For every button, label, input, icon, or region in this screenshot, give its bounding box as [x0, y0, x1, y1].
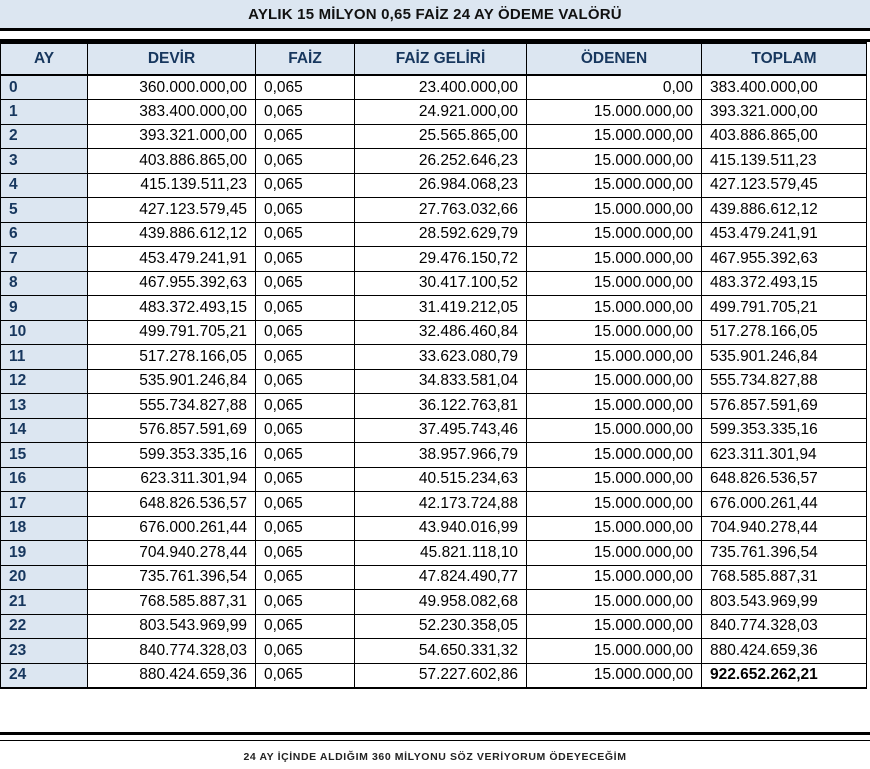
cell-ay[interactable]: 12 — [1, 369, 88, 394]
cell-faiz-geliri[interactable]: 33.623.080,79 — [355, 345, 527, 370]
cell-devir[interactable]: 403.886.865,00 — [88, 149, 256, 174]
cell-faiz[interactable]: 0,065 — [256, 149, 355, 174]
cell-odenen[interactable]: 15.000.000,00 — [527, 345, 702, 370]
cell-faiz[interactable]: 0,065 — [256, 271, 355, 296]
cell-faiz-geliri[interactable]: 57.227.602,86 — [355, 663, 527, 688]
cell-toplam[interactable]: 840.774.328,03 — [702, 614, 867, 639]
cell-faiz[interactable]: 0,065 — [256, 173, 355, 198]
cell-devir[interactable]: 427.123.579,45 — [88, 198, 256, 223]
cell-faiz-geliri[interactable]: 52.230.358,05 — [355, 614, 527, 639]
separator-row — [0, 31, 870, 42]
cell-ay[interactable]: 7 — [1, 247, 88, 272]
table-row — [1, 369, 867, 394]
cell-faiz-geliri[interactable]: 34.833.581,04 — [355, 369, 527, 394]
cell-toplam[interactable]: 576.857.591,69 — [702, 394, 867, 419]
cell-odenen[interactable]: 15.000.000,00 — [527, 639, 702, 664]
cell-devir[interactable]: 704.940.278,44 — [88, 541, 256, 566]
cell-faiz[interactable]: 0,065 — [256, 222, 355, 247]
table-row — [1, 173, 867, 198]
cell-faiz[interactable]: 0,065 — [256, 443, 355, 468]
cell-toplam[interactable]: 768.585.887,31 — [702, 565, 867, 590]
cell-ay[interactable]: 11 — [1, 345, 88, 370]
table-row — [1, 639, 867, 664]
cell-toplam[interactable]: 427.123.579,45 — [702, 173, 867, 198]
table-row — [1, 296, 867, 321]
cell-devir[interactable]: 840.774.328,03 — [88, 639, 256, 664]
cell-ay[interactable]: 21 — [1, 590, 88, 615]
cell-odenen[interactable]: 15.000.000,00 — [527, 296, 702, 321]
cell-toplam[interactable]: 555.734.827,88 — [702, 369, 867, 394]
cell-faiz-geliri[interactable]: 42.173.724,88 — [355, 492, 527, 517]
cell-faiz[interactable]: 0,065 — [256, 492, 355, 517]
table-row — [1, 271, 867, 296]
cell-odenen[interactable]: 15.000.000,00 — [527, 516, 702, 541]
payment-table — [0, 42, 867, 689]
cell-toplam[interactable]: 803.543.969,99 — [702, 590, 867, 615]
cell-faiz-geliri[interactable]: 43.940.016,99 — [355, 516, 527, 541]
cell-toplam[interactable]: 467.955.392,63 — [702, 247, 867, 272]
cell-toplam[interactable]: 499.791.705,21 — [702, 296, 867, 321]
table-row — [1, 247, 867, 272]
cell-toplam[interactable]: 415.139.511,23 — [702, 149, 867, 174]
cell-odenen[interactable]: 15.000.000,00 — [527, 614, 702, 639]
cell-faiz-geliri[interactable]: 54.650.331,32 — [355, 639, 527, 664]
cell-odenen[interactable]: 15.000.000,00 — [527, 369, 702, 394]
cell-odenen[interactable]: 15.000.000,00 — [527, 173, 702, 198]
cell-faiz[interactable]: 0,065 — [256, 345, 355, 370]
header-toplam[interactable]: TOPLAM — [702, 43, 867, 75]
cell-devir[interactable]: 360.000.000,00 — [88, 75, 256, 100]
cell-faiz[interactable]: 0,065 — [256, 663, 355, 688]
cell-ay[interactable]: 10 — [1, 320, 88, 345]
cell-devir[interactable]: 483.372.493,15 — [88, 296, 256, 321]
cell-faiz-geliri[interactable]: 26.984.068,23 — [355, 173, 527, 198]
footer-text: 24 AY İÇİNDE ALDIĞIM 360 MİLYONU SÖZ VERİYORUM ÖDEYECEĞİM — [243, 750, 627, 763]
cell-ay[interactable]: 0 — [1, 75, 88, 100]
cell-devir[interactable]: 467.955.392,63 — [88, 271, 256, 296]
cell-ay[interactable]: 24 — [1, 663, 88, 688]
header-devir[interactable]: DEVİR — [88, 43, 256, 75]
cell-ay[interactable]: 6 — [1, 222, 88, 247]
cell-faiz[interactable]: 0,065 — [256, 296, 355, 321]
header-ay[interactable]: AY — [1, 43, 88, 75]
table-row — [1, 345, 867, 370]
cell-faiz-geliri[interactable]: 38.957.966,79 — [355, 443, 527, 468]
cell-toplam[interactable]: 880.424.659,36 — [702, 639, 867, 664]
table-row — [1, 100, 867, 125]
cell-faiz-geliri[interactable]: 31.419.212,05 — [355, 296, 527, 321]
cell-odenen[interactable]: 15.000.000,00 — [527, 222, 702, 247]
cell-ay[interactable]: 16 — [1, 467, 88, 492]
cell-toplam[interactable]: 735.761.396,54 — [702, 541, 867, 566]
header-faiz[interactable]: FAİZ — [256, 43, 355, 75]
cell-devir[interactable]: 555.734.827,88 — [88, 394, 256, 419]
cell-faiz[interactable]: 0,065 — [256, 639, 355, 664]
table-row — [1, 149, 867, 174]
sheet-title: AYLIK 15 MİLYON 0,65 FAİZ 24 AY ÖDEME VALÖRÜ — [248, 5, 622, 23]
header-odenen[interactable]: ÖDENEN — [527, 43, 702, 75]
cell-toplam[interactable]: 648.826.536,57 — [702, 467, 867, 492]
cell-ay[interactable]: 20 — [1, 565, 88, 590]
cell-faiz[interactable]: 0,065 — [256, 516, 355, 541]
cell-toplam[interactable]: 403.886.865,00 — [702, 124, 867, 149]
header-row — [1, 43, 867, 75]
table-row — [1, 222, 867, 247]
cell-ay[interactable]: 8 — [1, 271, 88, 296]
cell-faiz[interactable]: 0,065 — [256, 100, 355, 125]
cell-devir[interactable]: 803.543.969,99 — [88, 614, 256, 639]
cell-faiz[interactable]: 0,065 — [256, 369, 355, 394]
cell-ay[interactable]: 17 — [1, 492, 88, 517]
cell-faiz-geliri[interactable]: 23.400.000,00 — [355, 75, 527, 100]
cell-devir[interactable]: 623.311.301,94 — [88, 467, 256, 492]
table-row — [1, 590, 867, 615]
cell-toplam[interactable]: 676.000.261,44 — [702, 492, 867, 517]
table-row — [1, 418, 867, 443]
cell-ay[interactable]: 2 — [1, 124, 88, 149]
cell-faiz-geliri[interactable]: 24.921.000,00 — [355, 100, 527, 125]
table-row — [1, 75, 867, 100]
footer-note — [0, 744, 870, 769]
cell-ay[interactable]: 19 — [1, 541, 88, 566]
cell-toplam[interactable]: 393.321.000,00 — [702, 100, 867, 125]
cell-faiz-geliri[interactable]: 28.592.629,79 — [355, 222, 527, 247]
cell-devir[interactable]: 453.479.241,91 — [88, 247, 256, 272]
cell-devir[interactable]: 517.278.166,05 — [88, 345, 256, 370]
cell-ay[interactable]: 1 — [1, 100, 88, 125]
cell-faiz-geliri[interactable]: 32.486.460,84 — [355, 320, 527, 345]
cell-devir[interactable]: 535.901.246,84 — [88, 369, 256, 394]
cell-faiz[interactable]: 0,065 — [256, 394, 355, 419]
cell-odenen[interactable]: 15.000.000,00 — [527, 590, 702, 615]
cell-faiz[interactable]: 0,065 — [256, 614, 355, 639]
table-row — [1, 492, 867, 517]
cell-faiz-geliri[interactable]: 25.565.865,00 — [355, 124, 527, 149]
cell-faiz-geliri[interactable]: 36.122.763,81 — [355, 394, 527, 419]
cell-faiz-geliri[interactable]: 30.417.100,52 — [355, 271, 527, 296]
cell-ay[interactable]: 5 — [1, 198, 88, 223]
cell-toplam[interactable]: 704.940.278,44 — [702, 516, 867, 541]
cell-toplam[interactable]: 535.901.246,84 — [702, 345, 867, 370]
cell-faiz[interactable]: 0,065 — [256, 565, 355, 590]
cell-ay[interactable]: 15 — [1, 443, 88, 468]
table-row — [1, 614, 867, 639]
table-row — [1, 124, 867, 149]
cell-faiz[interactable]: 0,065 — [256, 467, 355, 492]
cell-ay[interactable]: 13 — [1, 394, 88, 419]
cell-ay[interactable]: 22 — [1, 614, 88, 639]
cell-faiz[interactable]: 0,065 — [256, 247, 355, 272]
cell-odenen[interactable]: 15.000.000,00 — [527, 124, 702, 149]
cell-faiz[interactable]: 0,065 — [256, 75, 355, 100]
cell-faiz[interactable]: 0,065 — [256, 541, 355, 566]
cell-odenen[interactable]: 0,00 — [527, 75, 702, 100]
cell-odenen[interactable]: 15.000.000,00 — [527, 443, 702, 468]
table-row — [1, 394, 867, 419]
cell-odenen[interactable]: 15.000.000,00 — [527, 492, 702, 517]
cell-ay[interactable]: 23 — [1, 639, 88, 664]
cell-toplam[interactable]: 439.886.612,12 — [702, 198, 867, 223]
cell-devir[interactable]: 735.761.396,54 — [88, 565, 256, 590]
cell-faiz[interactable]: 0,065 — [256, 124, 355, 149]
cell-devir[interactable]: 383.400.000,00 — [88, 100, 256, 125]
cell-ay[interactable]: 4 — [1, 173, 88, 198]
table-row — [1, 663, 867, 688]
cell-devir[interactable]: 393.321.000,00 — [88, 124, 256, 149]
cell-faiz-geliri[interactable]: 40.515.234,63 — [355, 467, 527, 492]
cell-odenen[interactable]: 15.000.000,00 — [527, 198, 702, 223]
cell-faiz-geliri[interactable]: 27.763.032,66 — [355, 198, 527, 223]
cell-toplam[interactable]: 517.278.166,05 — [702, 320, 867, 345]
cell-ay[interactable]: 18 — [1, 516, 88, 541]
cell-odenen[interactable]: 15.000.000,00 — [527, 100, 702, 125]
table-row — [1, 467, 867, 492]
cell-toplam[interactable]: 922.652.262,21 — [702, 663, 867, 688]
cell-devir[interactable]: 599.353.335,16 — [88, 443, 256, 468]
cell-faiz-geliri[interactable]: 37.495.743,46 — [355, 418, 527, 443]
cell-devir[interactable]: 439.886.612,12 — [88, 222, 256, 247]
title-band — [0, 0, 870, 31]
table-row — [1, 541, 867, 566]
cell-odenen[interactable]: 15.000.000,00 — [527, 394, 702, 419]
cell-faiz-geliri[interactable]: 29.476.150,72 — [355, 247, 527, 272]
cell-faiz-geliri[interactable]: 26.252.646,23 — [355, 149, 527, 174]
cell-devir[interactable]: 648.826.536,57 — [88, 492, 256, 517]
cell-faiz[interactable]: 0,065 — [256, 418, 355, 443]
cell-odenen[interactable]: 15.000.000,00 — [527, 541, 702, 566]
cell-devir[interactable]: 676.000.261,44 — [88, 516, 256, 541]
cell-ay[interactable]: 3 — [1, 149, 88, 174]
cell-faiz[interactable]: 0,065 — [256, 590, 355, 615]
cell-devir[interactable]: 499.791.705,21 — [88, 320, 256, 345]
cell-ay[interactable]: 14 — [1, 418, 88, 443]
cell-toplam[interactable]: 453.479.241,91 — [702, 222, 867, 247]
cell-devir[interactable]: 880.424.659,36 — [88, 663, 256, 688]
cell-odenen[interactable]: 15.000.000,00 — [527, 320, 702, 345]
cell-faiz-geliri[interactable]: 45.821.118,10 — [355, 541, 527, 566]
cell-toplam[interactable]: 483.372.493,15 — [702, 271, 867, 296]
cell-odenen[interactable]: 15.000.000,00 — [527, 247, 702, 272]
cell-odenen[interactable]: 15.000.000,00 — [527, 271, 702, 296]
cell-toplam[interactable]: 383.400.000,00 — [702, 75, 867, 100]
cell-toplam[interactable]: 623.311.301,94 — [702, 443, 867, 468]
table-row — [1, 565, 867, 590]
cell-odenen[interactable]: 15.000.000,00 — [527, 418, 702, 443]
cell-odenen[interactable]: 15.000.000,00 — [527, 565, 702, 590]
table-row — [1, 443, 867, 468]
cell-devir[interactable]: 576.857.591,69 — [88, 418, 256, 443]
table-row — [1, 516, 867, 541]
bottom-separator — [0, 732, 870, 741]
cell-faiz[interactable]: 0,065 — [256, 198, 355, 223]
cell-devir[interactable]: 768.585.887,31 — [88, 590, 256, 615]
cell-odenen[interactable]: 15.000.000,00 — [527, 663, 702, 688]
table-row — [1, 198, 867, 223]
cell-odenen[interactable]: 15.000.000,00 — [527, 149, 702, 174]
cell-devir[interactable]: 415.139.511,23 — [88, 173, 256, 198]
cell-faiz-geliri[interactable]: 49.958.082,68 — [355, 590, 527, 615]
cell-faiz-geliri[interactable]: 47.824.490,77 — [355, 565, 527, 590]
cell-odenen[interactable]: 15.000.000,00 — [527, 467, 702, 492]
cell-toplam[interactable]: 599.353.335,16 — [702, 418, 867, 443]
table-row — [1, 320, 867, 345]
table-body — [1, 75, 867, 688]
header-faiz-geliri[interactable]: FAİZ GELİRİ — [355, 43, 527, 75]
cell-ay[interactable]: 9 — [1, 296, 88, 321]
cell-faiz[interactable]: 0,065 — [256, 320, 355, 345]
